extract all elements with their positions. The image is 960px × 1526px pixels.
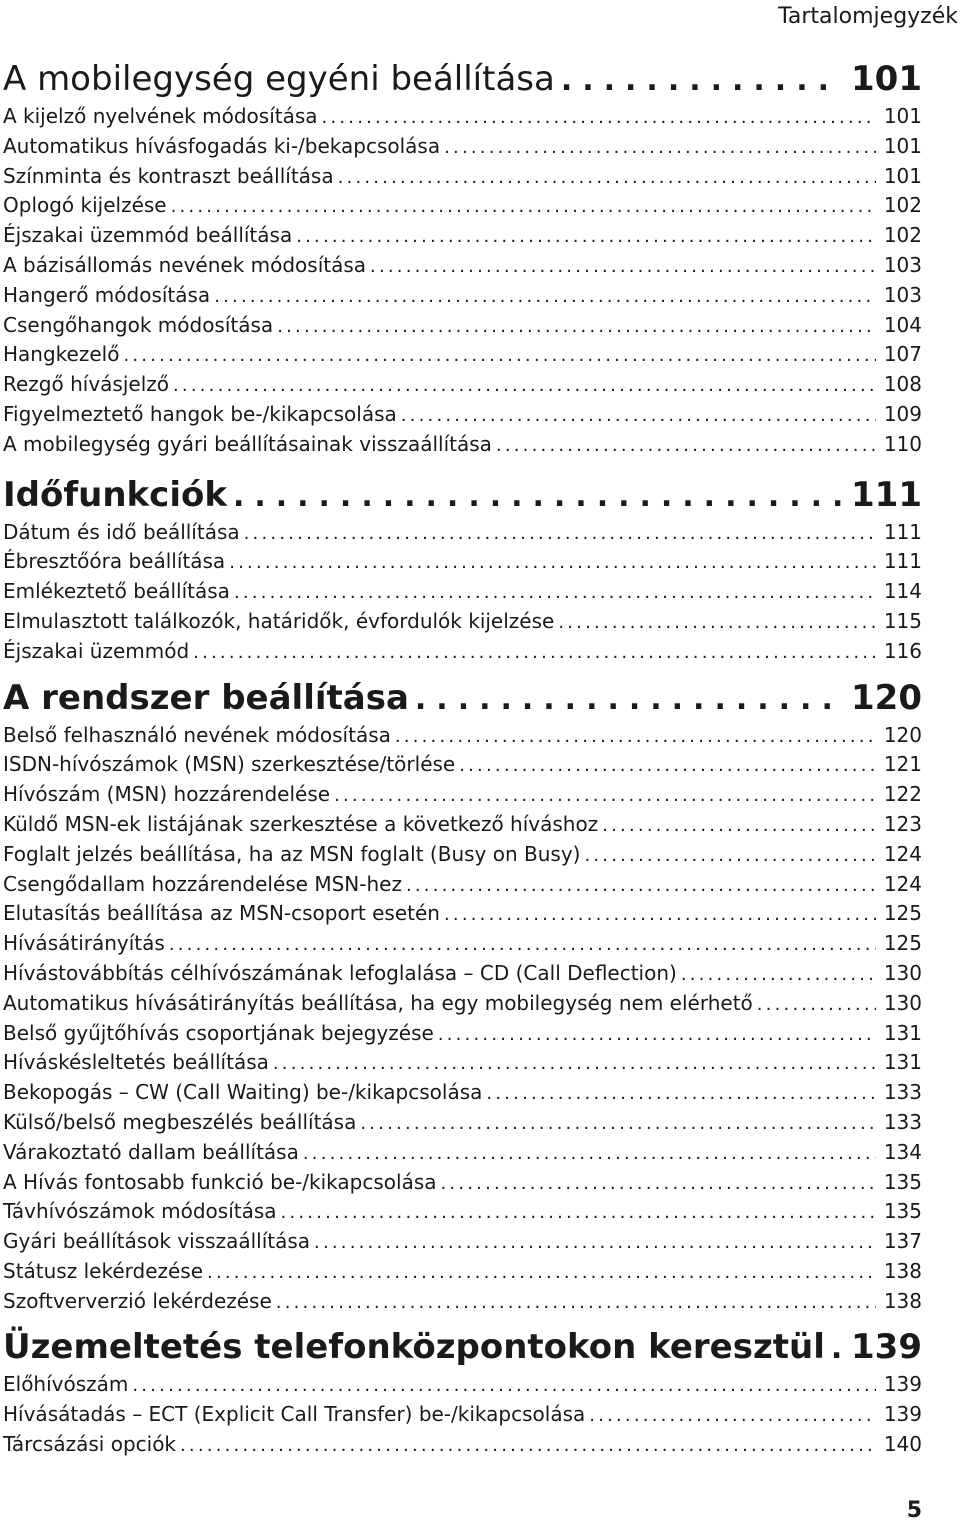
entry-page: 122	[883, 782, 922, 807]
entry-title: Szoftververzió lekérdezése	[3, 1288, 272, 1313]
toc-entry[interactable]	[3, 400, 922, 430]
toc-entry[interactable]	[3, 311, 922, 341]
section-heading[interactable]	[3, 1326, 922, 1370]
dot-leader	[334, 781, 876, 811]
entry-title: Elmulasztott találkozók, határidők, évfordulók kijelzése	[3, 608, 555, 633]
dot-leader	[207, 1258, 876, 1288]
dot-leader	[180, 1431, 876, 1461]
dot-leader	[244, 519, 876, 549]
toc-section-pbx-operation	[3, 1326, 922, 1459]
entry-title: Éjszakai üzemmód	[3, 638, 190, 663]
toc-entry[interactable]	[3, 191, 922, 221]
dot-leader	[444, 900, 876, 930]
entry-page: 137	[883, 1229, 922, 1254]
entry-page: 130	[883, 990, 922, 1015]
entry-page: 134	[883, 1139, 922, 1164]
section-page: 111	[851, 474, 922, 515]
entry-page: 135	[883, 1169, 922, 1194]
entry-page: 111	[883, 549, 922, 574]
section-gap	[3, 1316, 922, 1326]
entry-page: 123	[883, 811, 922, 836]
entry-page: 125	[883, 931, 922, 956]
dot-leader	[438, 1020, 876, 1050]
dot-leader	[681, 960, 876, 990]
toc-entry[interactable]	[3, 577, 922, 607]
dot-leader	[496, 431, 876, 461]
entry-page: 130	[883, 960, 922, 985]
dot-leader	[757, 990, 876, 1020]
dot-leader	[589, 1401, 876, 1431]
entry-title: Oplogó kijelzése	[3, 193, 167, 218]
dot-leader	[406, 871, 876, 901]
toc-section-personal-settings	[3, 58, 922, 460]
entry-page: 138	[883, 1288, 922, 1313]
dot-leader	[322, 103, 876, 133]
entry-title: Figyelmeztető hangok be-/kikapcsolása	[3, 401, 397, 426]
entry-page: 139	[883, 1402, 922, 1427]
entry-page: 103	[883, 282, 922, 307]
entry-page: 140	[883, 1432, 922, 1457]
dot-leader	[338, 163, 876, 193]
entry-page: 114	[883, 579, 922, 604]
entry-page: 111	[883, 519, 922, 544]
toc-entry[interactable]	[3, 1108, 922, 1138]
entry-page: 110	[883, 431, 922, 456]
dot-leader	[173, 371, 876, 401]
dot-leader	[401, 401, 876, 431]
entry-title: Híváskésleltetés beállítása	[3, 1050, 269, 1075]
entry-page: 101	[883, 163, 922, 188]
entry-page: 102	[883, 223, 922, 248]
dot-leader	[441, 1169, 876, 1199]
dot-leader	[459, 751, 876, 781]
toc-entry[interactable]	[3, 132, 922, 162]
entry-title: Küldő MSN-ek listájának szerkesztése a következő híváshoz	[3, 811, 599, 836]
dot-leader	[229, 548, 876, 578]
dot-leader	[193, 638, 876, 668]
entry-page: 120	[883, 722, 922, 747]
entry-page: 124	[883, 841, 922, 866]
entry-list	[3, 721, 922, 1317]
toc-entry[interactable]	[3, 251, 922, 281]
entry-page: 133	[883, 1109, 922, 1134]
entry-title: Hívószám (MSN) hozzárendelése	[3, 782, 331, 807]
toc-entry[interactable]	[3, 780, 922, 810]
toc-entry[interactable]	[3, 1019, 922, 1049]
toc-entry[interactable]	[3, 959, 922, 989]
toc-entry[interactable]	[3, 637, 922, 667]
entry-page: 108	[883, 372, 922, 397]
toc-entry[interactable]	[3, 1227, 922, 1257]
entry-title: Elutasítás beállítása az MSN-csoport esetén	[3, 901, 440, 926]
dot-leader	[395, 722, 876, 752]
entry-page: 124	[883, 871, 922, 896]
entry-title: ISDN-hívószámok (MSN) szerkesztése/törlése	[3, 752, 456, 777]
dot-leader	[314, 1228, 876, 1258]
entry-title: Státusz lekérdezése	[3, 1258, 204, 1283]
entry-title: A bázisállomás nevének módosítása	[3, 252, 367, 277]
toc-entry[interactable]	[3, 810, 922, 840]
entry-title: Emlékeztető beállítása	[3, 579, 230, 604]
entry-list	[3, 102, 922, 460]
entry-page: 125	[883, 901, 922, 926]
dot-leader	[296, 222, 876, 252]
entry-title: Belső gyűjtőhívás csoportjának bejegyzése	[3, 1020, 434, 1045]
entry-title: Bekopogás – CW (Call Waiting) be-/kikapcsolása	[3, 1080, 483, 1105]
entry-title: Színminta és kontraszt beállítása	[3, 163, 334, 188]
dot-leader	[214, 282, 876, 312]
page-number: 5	[906, 1498, 922, 1523]
toc-entry[interactable]	[3, 370, 922, 400]
entry-page: 133	[883, 1080, 922, 1105]
entry-title: Hangkezelő	[3, 342, 120, 367]
section-heading[interactable]	[3, 677, 922, 721]
dot-leader	[273, 1049, 876, 1079]
section-title: A rendszer beállítása	[3, 677, 409, 718]
toc-entry[interactable]	[3, 1168, 922, 1198]
toc-entry[interactable]	[3, 221, 922, 251]
toc-entry[interactable]	[3, 430, 922, 460]
entry-title: A kijelző nyelvének módosítása	[3, 104, 318, 128]
entry-title: Foglalt jelzés beállítása, ha az MSN foglalt (Busy on Busy)	[3, 841, 581, 866]
entry-title: Ébresztőóra beállítása	[3, 549, 226, 574]
toc-section-time-functions	[3, 474, 922, 667]
toc-entry[interactable]	[3, 1430, 922, 1460]
entry-page: 103	[883, 252, 922, 277]
entry-title: Automatikus hívásátirányítás beállítása, ha egy mobilegység nem elérhető	[3, 990, 753, 1015]
entry-title: Csengődallam hozzárendelése MSN-hez	[3, 871, 402, 896]
entry-page: 139	[883, 1372, 922, 1397]
section-gap	[3, 667, 922, 677]
dot-leader	[132, 1371, 875, 1401]
entry-page: 131	[883, 1020, 922, 1045]
toc-entry[interactable]	[3, 1400, 922, 1430]
entry-page: 101	[883, 104, 922, 128]
entry-page: 115	[883, 608, 922, 633]
dot-leader	[558, 608, 875, 638]
section-heading[interactable]	[3, 474, 922, 518]
dot-leader	[486, 1079, 875, 1109]
entry-title: A mobilegység gyári beállításainak visszaállítása	[3, 431, 492, 456]
entry-title: Dátum és idő beállítása	[3, 519, 240, 544]
entry-page: 107	[883, 342, 922, 367]
toc-entry[interactable]	[3, 518, 922, 548]
entry-page: 104	[883, 312, 922, 337]
toc-entry[interactable]	[3, 1138, 922, 1168]
section-page: 139	[851, 1327, 922, 1368]
section-page: 101	[851, 59, 922, 99]
entry-title: Várakoztató dallam beállítása	[3, 1139, 299, 1164]
dot-leader	[277, 312, 876, 342]
entry-title: Külső/belső megbeszélés beállítása	[3, 1109, 357, 1134]
toc-entry[interactable]	[3, 102, 922, 132]
toc-entry[interactable]	[3, 162, 922, 192]
dot-leader	[584, 841, 875, 871]
section-title: Üzemeltetés telefonközpontokon keresztül	[3, 1327, 825, 1368]
entry-page: 131	[883, 1050, 922, 1075]
toc-entry[interactable]	[3, 1287, 922, 1317]
dot-leader	[123, 341, 875, 371]
entry-title: Automatikus hívásfogadás ki-/bekapcsolása	[3, 133, 441, 158]
entry-title: Hangerő módosítása	[3, 282, 211, 307]
toc-entry[interactable]	[3, 929, 922, 959]
toc-entry[interactable]	[3, 870, 922, 900]
entry-page: 135	[883, 1199, 922, 1224]
entry-page: 138	[883, 1258, 922, 1283]
page-header-title: Tartalomjegyzék	[778, 4, 958, 29]
entry-page: 116	[883, 638, 922, 663]
table-of-contents	[3, 58, 922, 1460]
toc-entry[interactable]	[3, 1048, 922, 1078]
entry-title: Hívástovábbítás célhívószámának lefoglalása – CD (Call Deflection)	[3, 960, 677, 985]
toc-entry[interactable]	[3, 989, 922, 1019]
dot-leader	[370, 252, 876, 282]
entry-list	[3, 518, 922, 667]
toc-entry[interactable]	[3, 1078, 922, 1108]
toc-entry[interactable]	[3, 840, 922, 870]
section-title: Időfunkciók	[3, 474, 227, 515]
toc-entry[interactable]	[3, 721, 922, 751]
toc-entry[interactable]	[3, 1370, 922, 1400]
entry-page: 101	[883, 133, 922, 158]
dot-leader	[233, 476, 841, 518]
entry-page: 109	[883, 401, 922, 426]
entry-title: Távhívószámok módosítása	[3, 1199, 277, 1224]
dot-leader	[171, 192, 876, 222]
dot-leader	[276, 1288, 876, 1318]
dot-leader	[281, 1198, 876, 1228]
entry-title: Gyári beállítások visszaállítása	[3, 1229, 311, 1254]
toc-entry[interactable]	[3, 340, 922, 370]
entry-title: Hívásátirányítás	[3, 931, 165, 956]
dot-leader	[169, 930, 876, 960]
dot-leader	[602, 811, 876, 841]
section-heading[interactable]	[3, 58, 922, 102]
entry-title: Hívásátadás – ECT (Explicit Call Transfer) be-/kikapcsolása	[3, 1402, 586, 1427]
entry-list	[3, 1370, 922, 1459]
dot-leader	[444, 133, 876, 163]
section-gap	[3, 464, 922, 474]
entry-title: Belső felhasználó nevének módosítása	[3, 722, 391, 747]
toc-entry[interactable]	[3, 1257, 922, 1287]
toc-entry[interactable]	[3, 899, 922, 929]
toc-entry[interactable]	[3, 547, 922, 577]
entry-title: Előhívószám	[3, 1372, 129, 1397]
toc-entry[interactable]	[3, 750, 922, 780]
toc-entry[interactable]	[3, 1197, 922, 1227]
dot-leader	[415, 679, 841, 721]
entry-title: Rezgő hívásjelző	[3, 372, 169, 397]
entry-page: 102	[883, 193, 922, 218]
section-page: 120	[851, 677, 922, 718]
dot-leader	[561, 60, 841, 102]
entry-title: Tárcsázási opciók	[3, 1432, 177, 1457]
section-title: A mobilegység egyéni beállítása	[3, 59, 555, 99]
entry-title: Csengőhangok módosítása	[3, 312, 274, 337]
dot-leader	[234, 578, 876, 608]
toc-entry[interactable]	[3, 607, 922, 637]
entry-title: A Hívás fontosabb funkció be-/kikapcsolása	[3, 1169, 437, 1194]
toc-entry[interactable]	[3, 281, 922, 311]
dot-leader	[303, 1139, 876, 1169]
dot-leader	[831, 1328, 841, 1370]
entry-page: 121	[883, 752, 922, 777]
dot-leader	[360, 1109, 875, 1139]
entry-title: Éjszakai üzemmód beállítása	[3, 223, 293, 248]
toc-section-system-settings	[3, 677, 922, 1317]
